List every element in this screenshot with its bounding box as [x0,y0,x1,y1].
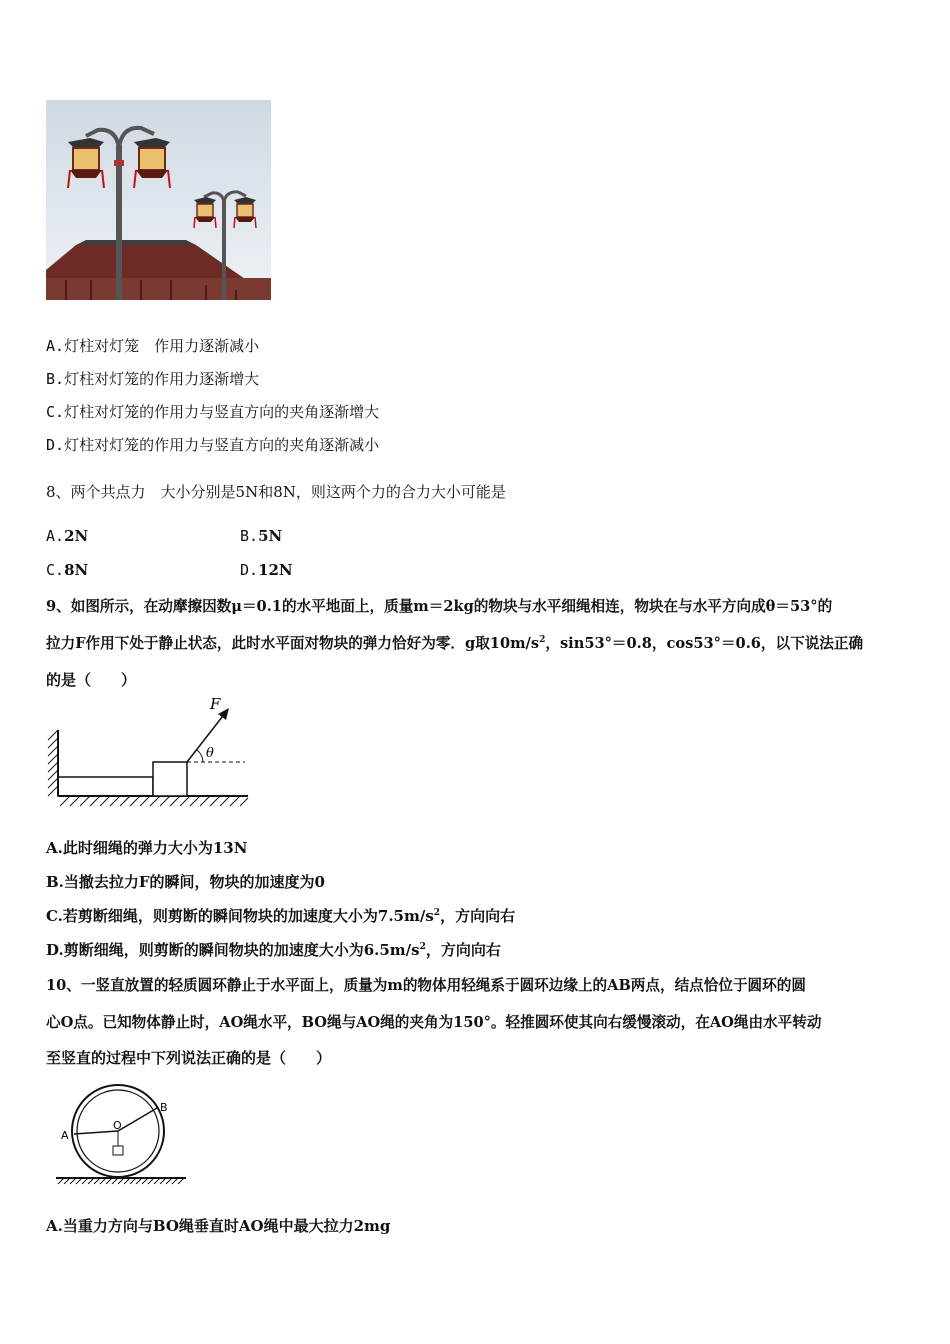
q10-option-a: A.当重力方向与BO绳垂直时AO绳中最大拉力2mg [46,1217,391,1235]
q7-option-b [46,368,259,389]
force-label: F [210,698,221,713]
q9-stem-line1: 9、如图所示，在动摩擦因数μ＝0.1的水平地面上，质量m＝2kg的物块与水平细绳相连，物块在与水平方向成θ＝53°的 [46,598,833,615]
option-text: 灯柱对灯笼的作用力与竖直方向的夹角逐渐增大 [64,403,380,421]
option-label: C. [46,403,65,421]
q8-option-b [240,527,282,545]
q9-line2-pre: 拉力F作用下处于静止状态，此时水平面对物块的弹力恰好为零．g取10m/s [46,635,540,652]
q9-line2-sup: 2 [539,635,546,646]
q9-diagram [40,698,255,810]
point-o-label: O [113,1119,122,1132]
q9-option-a: A.此时细绳的弹力大小为13N [46,839,248,857]
q9-stem-line3: 的是（ ） [46,671,137,689]
street-lamp-photo [46,100,271,300]
option-text: 8N [64,561,89,579]
option-text: 灯柱对灯笼的作用力逐渐增大 [64,370,260,388]
option-sup: 2 [419,942,426,952]
option-text: 5N [258,527,283,545]
q7-option-a [46,335,259,356]
option-label: D. [46,436,65,454]
option-label: A. [46,527,65,545]
option-label: C. [46,561,65,579]
option-label: A. [46,337,65,355]
q8-stem: 8、两个共点力 大小分别是5N和8N，则这两个力的合力大小可能是 [46,483,506,501]
q10-diagram [56,1078,191,1190]
q8-option-c [46,561,88,579]
option-label: D. [240,561,259,579]
q9-option-d [46,939,501,960]
q10-stem-line2: 心O点。已知物体静止时，AO绳水平，BO绳与AO绳的夹角为150°。轻推圆环使其向右缓慢滚动，在AO绳由水平转动 [46,1014,822,1031]
q9-line2-post: ，sin53°＝0.8，cos53°＝0.6，以下说法正确 [545,635,864,652]
q7-option-c [46,401,379,422]
option-post: ，方向向右 [425,941,501,959]
option-text: 2N [64,527,89,545]
option-pre: D.剪断细绳，则剪断的瞬间物块的加速度大小为6.5m/s [46,941,420,959]
point-a-label: A [61,1129,69,1142]
q9-stem-line2 [46,632,863,653]
q8-option-d [240,561,293,579]
q10-stem-line3: 至竖直的过程中下列说法正确的是（ ） [46,1049,332,1067]
option-text: 灯柱对灯笼的作用力与竖直方向的夹角逐渐减小 [64,436,380,454]
q9-option-b: B.当撤去拉力F的瞬间，物块的加速度为0 [46,873,325,891]
option-post: ，方向向右 [440,907,516,925]
q8-option-a [46,527,88,545]
point-b-label: B [160,1101,168,1114]
option-pre: C.若剪断细绳，则剪断的瞬间物块的加速度大小为7.5m/s [46,907,434,925]
q7-option-d [46,434,379,455]
q9-option-c [46,905,515,926]
option-text: 灯柱对灯笼 作用力逐渐减小 [64,337,260,355]
option-label: B. [46,370,65,388]
option-label: B. [240,527,259,545]
theta-label: θ [206,746,214,761]
q10-stem-line1: 10、一竖直放置的轻质圆环静止于水平面上，质量为m的物体用轻绳系于圆环边缘上的AB两点，结点恰位于圆环的圆 [46,977,806,994]
option-sup: 2 [433,908,441,918]
option-text: 12N [258,561,293,579]
